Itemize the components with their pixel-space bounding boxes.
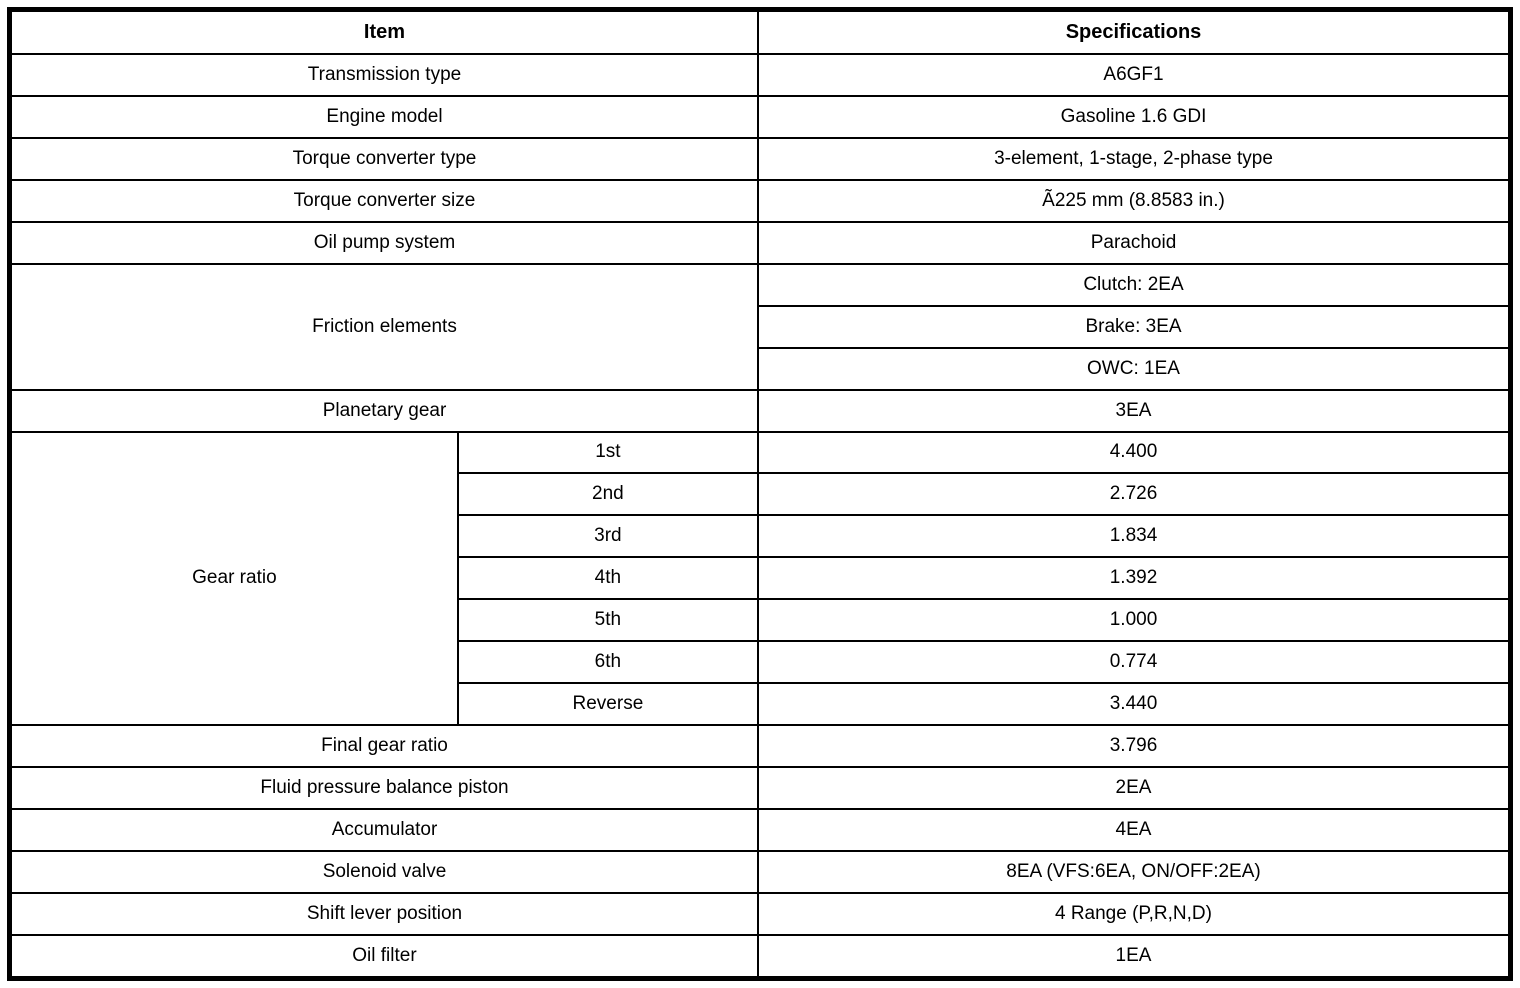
item-cell: Final gear ratio: [10, 725, 758, 767]
item-cell: Solenoid valve: [10, 851, 758, 893]
spec-cell: Parachoid: [758, 222, 1511, 264]
item-cell: Oil pump system: [10, 222, 758, 264]
gear-ratio-label-cell: Gear ratio: [10, 432, 458, 726]
table-row: [10, 809, 1511, 851]
table-row: [10, 138, 1511, 180]
table-row: [10, 180, 1511, 222]
table-row: [10, 935, 1511, 979]
spec-cell: 3EA: [758, 390, 1511, 432]
table-row: [10, 851, 1511, 893]
spec-cell: A6GF1: [758, 54, 1511, 96]
gear-name-cell: 6th: [458, 641, 758, 683]
spec-cell: 3.796: [758, 725, 1511, 767]
gear-value-cell: 2.726: [758, 473, 1511, 515]
item-cell: Oil filter: [10, 935, 758, 979]
gear-name-cell: 3rd: [458, 515, 758, 557]
table-row: [10, 96, 1511, 138]
spec-cell: Brake: 3EA: [758, 306, 1511, 348]
item-cell: Accumulator: [10, 809, 758, 851]
item-cell: Torque converter size: [10, 180, 758, 222]
header-item-cell: Item: [10, 10, 758, 55]
gear-value-cell: 1.834: [758, 515, 1511, 557]
table-row: [10, 222, 1511, 264]
gear-name-cell: 5th: [458, 599, 758, 641]
spec-cell: Clutch: 2EA: [758, 264, 1511, 306]
item-cell: Fluid pressure balance piston: [10, 767, 758, 809]
spec-cell: 4 Range (P,R,N,D): [758, 893, 1511, 935]
spec-cell: OWC: 1EA: [758, 348, 1511, 390]
spec-cell: 2EA: [758, 767, 1511, 809]
item-cell: Planetary gear: [10, 390, 758, 432]
spec-cell: 8EA (VFS:6EA, ON/OFF:2EA): [758, 851, 1511, 893]
spec-cell: 3-element, 1-stage, 2-phase type: [758, 138, 1511, 180]
table-row: [10, 390, 1511, 432]
spec-cell: Gasoline 1.6 GDI: [758, 96, 1511, 138]
item-cell: Shift lever position: [10, 893, 758, 935]
gear-name-cell: 4th: [458, 557, 758, 599]
gear-value-cell: 1.000: [758, 599, 1511, 641]
table-row: [10, 264, 1511, 306]
gear-value-cell: 1.392: [758, 557, 1511, 599]
gear-name-cell: Reverse: [458, 683, 758, 725]
item-cell: Transmission type: [10, 54, 758, 96]
friction-elements-label-cell: Friction elements: [10, 264, 758, 390]
spec-cell: Ã225 mm (8.8583 in.): [758, 180, 1511, 222]
gear-value-cell: 3.440: [758, 683, 1511, 725]
gear-value-cell: 0.774: [758, 641, 1511, 683]
table-row: [10, 54, 1511, 96]
table-row: [10, 725, 1511, 767]
spec-cell: 1EA: [758, 935, 1511, 979]
table-row: [10, 893, 1511, 935]
header-spec-cell: Specifications: [758, 10, 1511, 55]
table-row: [10, 767, 1511, 809]
item-cell: Torque converter type: [10, 138, 758, 180]
spec-cell: 4EA: [758, 809, 1511, 851]
gear-value-cell: 4.400: [758, 432, 1511, 474]
table-row: [10, 432, 1511, 474]
header-row: [10, 10, 1511, 55]
gear-name-cell: 1st: [458, 432, 758, 474]
gear-name-cell: 2nd: [458, 473, 758, 515]
specifications-table: [7, 7, 1513, 981]
item-cell: Engine model: [10, 96, 758, 138]
